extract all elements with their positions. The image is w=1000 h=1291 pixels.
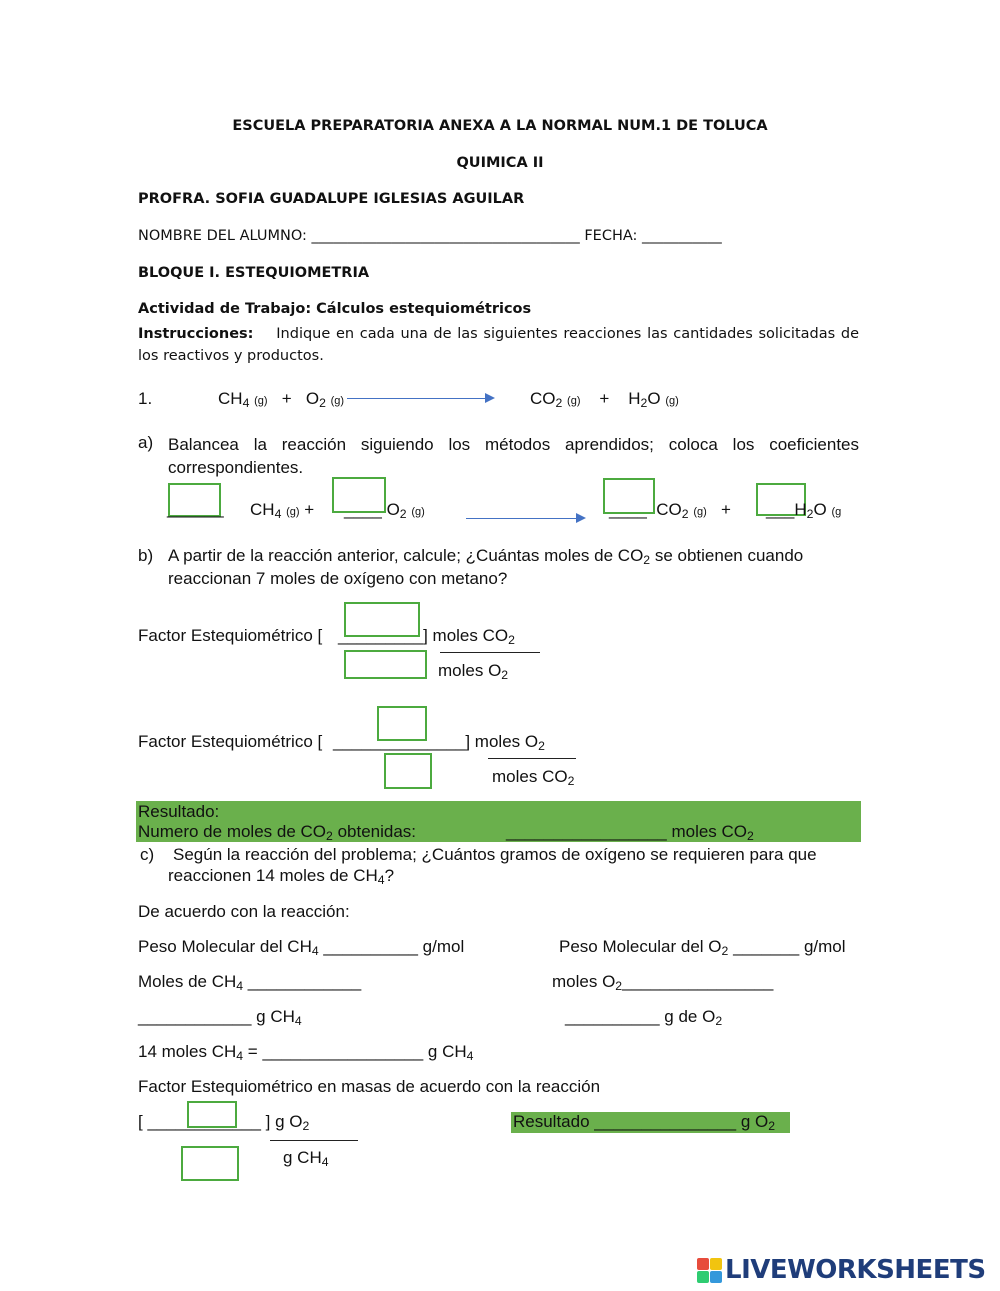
logo-block: [697, 1258, 709, 1270]
fraction-bar: [440, 652, 540, 653]
part-b-letter: b): [138, 546, 154, 565]
balance-co2: ____ $CO_2$ (g) +: [609, 500, 731, 522]
grams-o2-input[interactable]: __________ g de $O_2$: [565, 1007, 723, 1029]
balance-h2o: $\_\_\_H_2O$ (g: [766, 500, 842, 522]
mass-factor-denominator: g $CH_4$: [283, 1148, 329, 1170]
result-line: Numero de moles de $CO_2$ obtenidas:: [138, 822, 417, 844]
blank-line: ______: [167, 499, 224, 518]
factor-1-numerator: _________] moles $CO_2$: [338, 626, 515, 648]
fourteen-moles-input[interactable]: 14 moles $CH_4$ = _________________ g $CH_4$: [138, 1042, 474, 1064]
factor-label-2: Factor Estequiométrico [: [138, 732, 323, 751]
balance-ch4: $CH_4$ (g) +: [250, 500, 315, 522]
mass-factor-numerator: [ ____________ ] g $O_2$: [138, 1112, 310, 1134]
subject-title: QUIMICA II: [456, 155, 544, 171]
pm-ch4-input[interactable]: Peso Molecular del $CH_4$ __________ g/mol: [138, 937, 465, 959]
reaction-arrow-2: [466, 518, 584, 519]
part-c-letter: c): [140, 845, 155, 864]
problem-number: 1.: [138, 389, 153, 408]
reaction-arrow: [347, 398, 493, 399]
pm-o2-input[interactable]: Peso Molecular del $O_2$ _______ g/mol: [559, 937, 846, 959]
activity-title: Actividad de Trabajo: Cálculos estequiométricos: [138, 301, 532, 317]
result-moles-co2-input[interactable]: _________________ moles $CO_2$: [506, 822, 754, 844]
teacher-name: PROFRA. SOFIA GUADALUPE IGLESIAS AGUILAR: [138, 191, 525, 207]
part-a-letter: a): [138, 433, 154, 452]
logo-mark: [697, 1258, 722, 1283]
balance-o2: ____ $O_2$ (g): [344, 500, 425, 522]
logo-block: [710, 1271, 722, 1283]
logo-text: LIVEWORKSHEETS: [725, 1255, 986, 1285]
equation-products: $CO_2$ (g) + $H_2O$ (g): [530, 389, 679, 411]
instructions-label: Instrucciones:: [138, 326, 254, 342]
part-c-text: Según la reacción del problema; ¿Cuántos gramos de oxígeno se requieren para que: [173, 845, 817, 864]
fraction-bar-3: [270, 1140, 358, 1141]
instructions: [138, 323, 859, 367]
fraction-bar-2: [488, 758, 576, 759]
factor-mass-label: Factor Estequiométrico en masas de acuerdo con la reacción: [138, 1077, 601, 1096]
mass-factor-denominator-input[interactable]: [181, 1146, 239, 1181]
part-a-text: Balancea la reacción siguiendo los métodos aprendidos; coloca los coeficientes correspondientes.: [168, 435, 859, 477]
part-b-text: A partir de la reacción anterior, calcule; ¿Cuántas moles de $CO_2$ se obtienen cuando: [168, 546, 804, 568]
instructions-text: Indique en cada una de las siguientes reacciones las cantidades solicitadas de los reactivos y productos.: [138, 326, 859, 364]
factor-2-denominator: moles $CO_2$: [492, 767, 575, 789]
logo-block: [710, 1258, 722, 1270]
according-label: De acuerdo con la reacción:: [138, 902, 350, 921]
factor-2-numerator: ______________] moles $O_2$: [333, 732, 545, 754]
grams-ch4-input[interactable]: ____________ g $CH_4$: [138, 1007, 302, 1029]
moles-ch4-input[interactable]: Moles de $CH_4$ ____________: [138, 972, 362, 994]
logo-block: [697, 1271, 709, 1283]
block-title: BLOQUE I. ESTEQUIOMETRIA: [138, 265, 370, 281]
student-name-line: NOMBRE DEL ALUMNO: _____________________________________ FECHA: ___________: [138, 228, 722, 244]
factor-label-1: Factor Estequiométrico [: [138, 626, 323, 645]
liveworksheets-logo: [697, 1255, 986, 1285]
factor-2-denominator-input[interactable]: [384, 753, 432, 789]
moles-o2-input[interactable]: moles $O_2\_\_\_\_\_\_\_\_\_\_\_\_\_\_\_\_$: [552, 972, 774, 994]
result-title: Resultado:: [138, 802, 220, 821]
factor-1-denominator: moles $O_2$: [438, 661, 509, 683]
part-c-text-2: reaccionen 14 moles de $CH_4$?: [168, 866, 395, 888]
result-grams-o2-input[interactable]: Resultado _______________ g $O_2$: [513, 1112, 776, 1134]
factor-1-denominator-input[interactable]: [344, 650, 427, 679]
part-b-text-2: reaccionan 7 moles de oxígeno con metano?: [168, 569, 508, 588]
equation-reactants: $CH_4$ (g) + $O_2$ (g): [218, 389, 345, 411]
school-title: ESCUELA PREPARATORIA ANEXA A LA NORMAL NUM.1 DE TOLUCA: [232, 118, 768, 134]
